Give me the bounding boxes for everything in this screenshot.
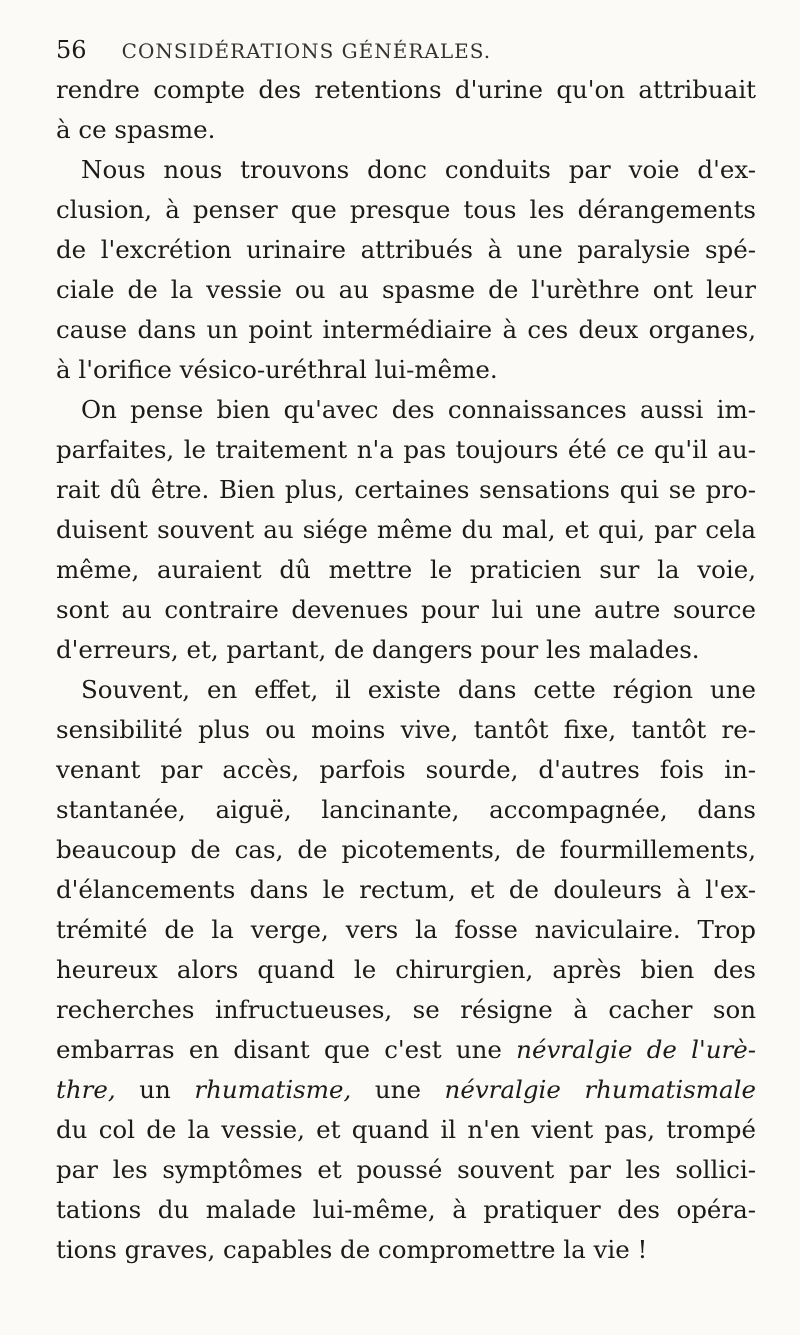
- text-line: duisent souvent au siége même du mal, et qui, par cela: [56, 515, 756, 544]
- text-line: à ce spasme.: [56, 115, 216, 144]
- text-line: à l'orifice vésico-uréthral lui-même.: [56, 355, 498, 384]
- text-run: une: [351, 1075, 445, 1104]
- body-text: [56, 70, 756, 1270]
- text-line: trémité de la verge, vers la fosse naviculaire. Trop: [56, 915, 756, 944]
- text-line: tations du malade lui-même, à pratiquer des opéra-: [56, 1195, 756, 1224]
- text-line: On pense bien qu'avec des connaissances aussi im-: [81, 395, 756, 424]
- italic-run: névralgie de l'urè-: [516, 1035, 756, 1064]
- text-line: rait dû être. Bien plus, certaines sensations qui se pro-: [56, 475, 756, 504]
- text-line: du col de la vessie, et quand il n'en vient pas, trompé: [56, 1115, 756, 1144]
- text-line: stantanée, aiguë, lancinante, accompagnée, dans: [56, 795, 756, 824]
- text-run: embarras en disant que c'est une: [56, 1035, 502, 1064]
- text-line: parfaites, le traitement n'a pas toujours été ce qu'il au-: [56, 435, 756, 464]
- text-line: même, auraient dû mettre le praticien sur la voie,: [56, 555, 756, 584]
- text-run: un: [115, 1075, 195, 1104]
- text-line: tions graves, capables de compromettre la vie !: [56, 1235, 648, 1264]
- page-header: [56, 30, 756, 70]
- text-line: par les symptômes et poussé souvent par les sollici-: [56, 1155, 756, 1184]
- italic-run: rhumatisme,: [194, 1075, 352, 1104]
- text-line: Souvent, en effet, il existe dans cette région une: [81, 675, 756, 704]
- running-head: CONSIDÉRATIONS GÉNÉRALES.: [121, 39, 492, 63]
- italic-run: névralgie rhumatismale: [444, 1075, 756, 1104]
- text-line: clusion, à penser que presque tous les dérangements: [56, 195, 756, 224]
- text-line: venant par accès, parfois sourde, d'autres fois in-: [56, 755, 756, 784]
- text-line: sensibilité plus ou moins vive, tantôt fixe, tantôt re-: [56, 715, 756, 744]
- page-number: 56: [56, 36, 87, 64]
- text-line: [56, 1070, 756, 1110]
- italic-run: thre,: [56, 1075, 116, 1104]
- text-line: cause dans un point intermédiaire à ces deux organes,: [56, 315, 756, 344]
- text-line: Nous nous trouvons donc conduits par voie d'ex-: [81, 155, 756, 184]
- text-line: rendre compte des retentions d'urine qu'on attribuait: [56, 75, 756, 104]
- text-line: d'erreurs, et, partant, de dangers pour les malades.: [56, 635, 700, 664]
- text-line: heureux alors quand le chirurgien, après bien des: [56, 955, 756, 984]
- text-line: beaucoup de cas, de picotements, de fourmillements,: [56, 835, 756, 864]
- text-line: ciale de la vessie ou au spasme de l'urèthre ont leur: [56, 275, 756, 304]
- text-line: sont au contraire devenues pour lui une autre source: [56, 595, 756, 624]
- text-line: recherches infructueuses, se résigne à cacher son: [56, 995, 756, 1024]
- text-line: d'élancements dans le rectum, et de douleurs à l'ex-: [56, 875, 756, 904]
- text-line: [56, 1030, 756, 1070]
- text-line: de l'excrétion urinaire attribués à une paralysie spé-: [56, 235, 756, 264]
